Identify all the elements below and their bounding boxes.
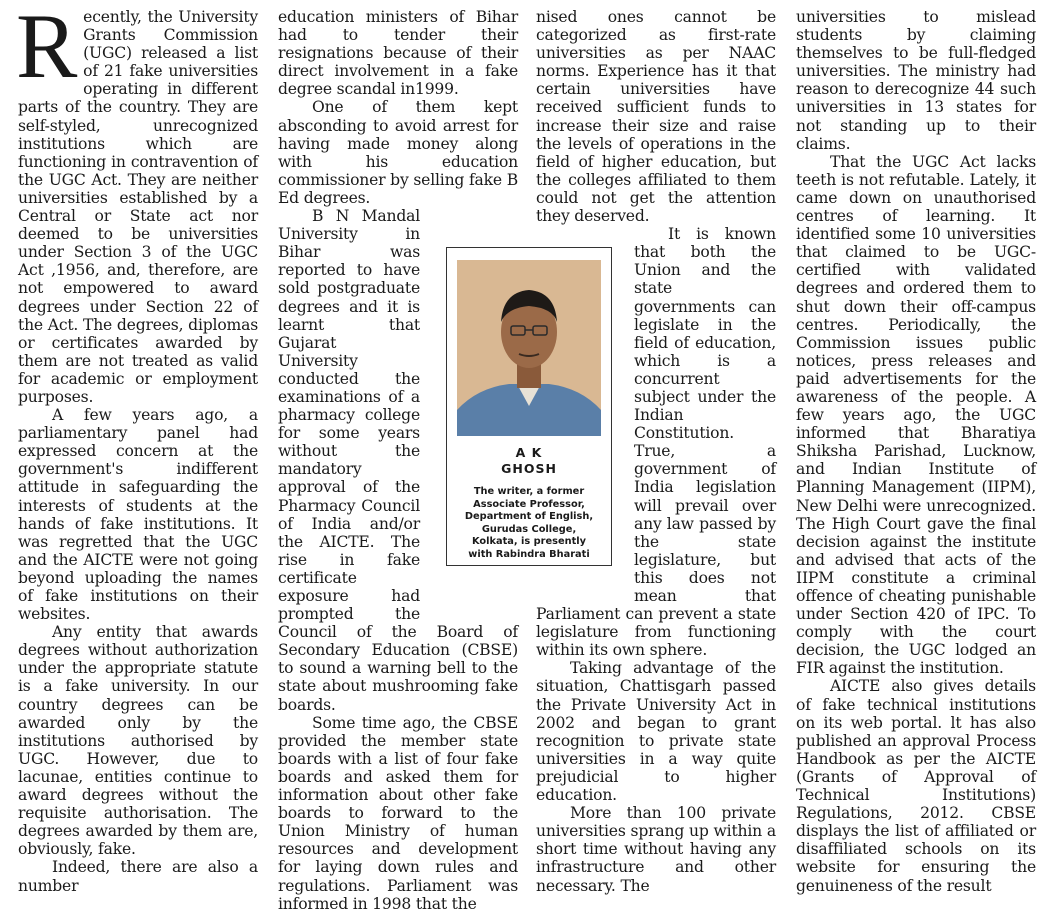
paragraph: Indeed, there are also a number bbox=[18, 858, 258, 895]
paragraph: B N Mandal University in Bihar was reported to have sold postgraduate degrees and it is learnt that Gujarat University conducted the examinations of a pharmacy college for some years without the mandatory approval of the Pharmacy Council of India and/or the AICTE. The rise in fake certificate exposure had prompted the Council of the Board of Secondary Education (CBSE) to sound a warning bell to the state about mushrooming fake boards. bbox=[278, 207, 518, 714]
author-box bbox=[446, 247, 612, 566]
author-bio: The writer, a former Associate Professor, Department of English, Gurudas College, Kolkata, is presently with Rabindra Bharati bbox=[464, 486, 594, 560]
author-name-first: A K bbox=[515, 445, 543, 460]
author-name-last: GHOSH bbox=[501, 461, 557, 476]
paragraph: Some time ago, the CBSE provided the member state boards with a list of four fake boards and asked them for information about other fake boards to forward to the Union Ministry of human resources and development for laying down rules and regulations. Parliament was informed in 1998 that the bbox=[278, 713, 518, 913]
paragraph: education ministers of Bihar had to tender their resignations because of their direct involvement in a fake degree scandal in1999. bbox=[278, 8, 518, 99]
paragraph: One of them kept absconding to avoid arrest for having made money along with his education commissioner by selling fake B Ed degrees. bbox=[278, 98, 518, 207]
paragraph: A few years ago, a parliamentary panel had expressed concern at the government's indifferent attitude in safeguarding the interests of students at the hands of fake institutions. It was regretted that the UGC and the AICTE were not going beyond uploading the names of fake institutions on their websites. bbox=[18, 406, 258, 624]
paragraph: Taking advantage of the situation, Chattisgarh passed the Private University Act in 2002 and began to grant recognition to private state universities in a way quite prejudicial to higher education. bbox=[536, 659, 776, 805]
portrait-illustration bbox=[457, 260, 601, 436]
article-column-4 bbox=[796, 8, 1036, 895]
author-photo bbox=[457, 260, 601, 436]
paragraph: universities to mislead students by claiming themselves to be full-fledged universities. The ministry had reason to derecognize 44 such universities in 13 states for not standing up to their claims. bbox=[796, 8, 1036, 153]
paragraph: That the UGC Act lacks teeth is not refutable. Lately, it came down on unauthorised centres of learning. It identified some 10 universities that claimed to be UGC-certified with validated degrees and ordered them to shut down their off-campus centres. Periodically, the Commission issues public notices, press releases and paid advertisements for the awareness of the people. A few years ago, the UGC informed that Bharatiya Shiksha Parishad, Lucknow, and Indian Institute of Planning Management (IIPM), New Delhi were unrecognized. The High Court gave the final decision against the institute and advised that acts of the IIPM constitute a criminal offence of cheating punishable under Section 420 of IPC. To comply with the court decision, the UGC lodged an FIR against the institution. bbox=[796, 152, 1036, 678]
drop-cap: R bbox=[16, 0, 78, 97]
paragraph: AICTE also gives details of fake technical institutions on its web portal. lt has also published an approval Process Handbook as per the AICTE (Grants of Approval of Technical Institutions) Regulations, 2012. CBSE displays the list of affiliated or disaffiliated schools on its website for ensuring the genuineness of the result bbox=[796, 677, 1036, 895]
article-column-1 bbox=[16, 0, 258, 895]
paragraph: ecently, the University Grants Commission (UGC) released a list of 21 fake universities operating in different parts of the country. They are self-styled, unrecognized institutions which are functioning in contravention of the UGC Act. They are neither universities established by a Central or State act nor deemed to be universities under Section 3 of the UGC Act ,1956, and, therefore, are not empowered to award degrees under Section 22 of the Act. The degrees, diplomas or certificates awarded by them are not treated as valid for academic or employment purposes. bbox=[18, 8, 258, 406]
paragraph: nised ones cannot be categorized as first-rate universities as per NAAC norms. Experience has it that certain universities have received sufficient funds to increase their size and raise the levels of operations in the field of higher education, but the colleges affiliated to them could not get the attention they deserved. bbox=[536, 8, 776, 226]
paragraph: It is known that both the Union and the state governments can legislate in the field of education, which is a concurrent subject under the Indian Constitution. True, a government of India legislation will prevail over any law passed by the state legislature, but this does not mean that Parliament can prevent a state legislature from functioning within its own sphere. bbox=[536, 225, 776, 660]
paragraph: More than 100 private universities sprang up within a short time without having any infrastructure and other necessary. The bbox=[536, 804, 776, 895]
paragraph: Any entity that awards degrees without authorization under the appropriate statute is a fake university. In our country degrees can be awarded only by the institutions authorised by UGC. However, due to lacunae, entities continue to award degrees without the requisite authorisation. The degrees awarded by them are, obviously, fake. bbox=[18, 623, 258, 859]
